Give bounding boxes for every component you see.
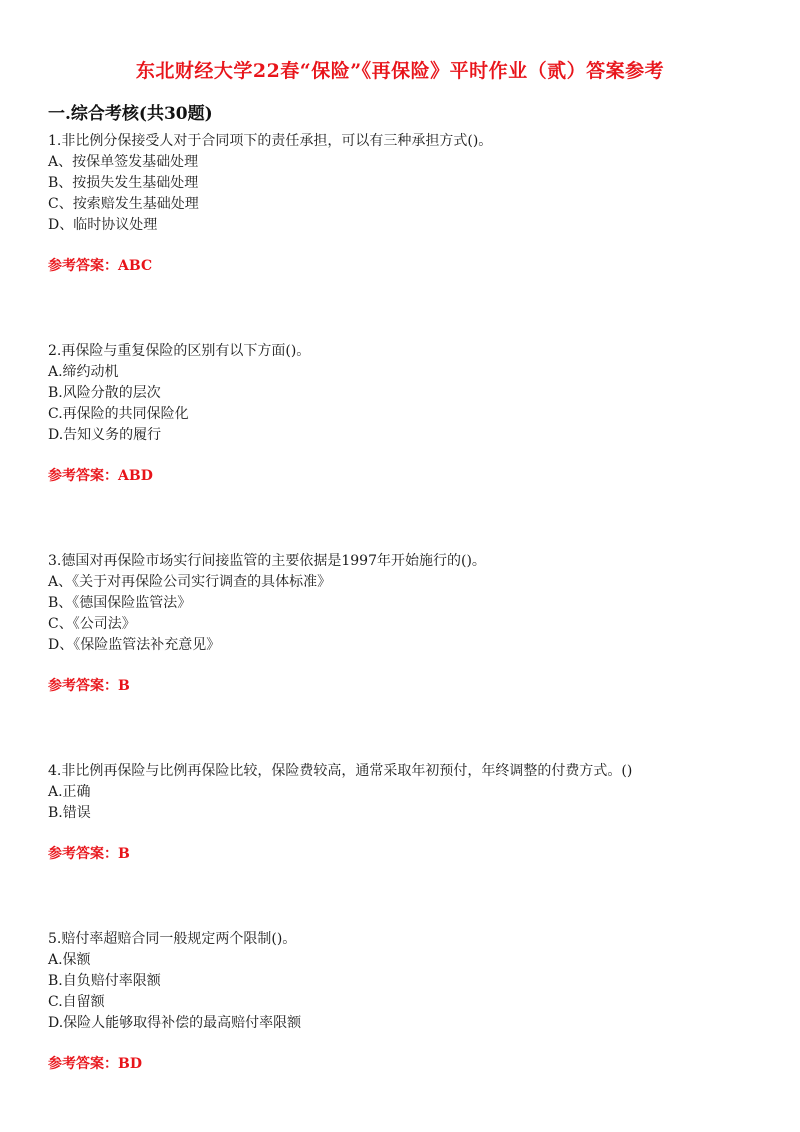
question-stem: 3.德国对再保险市场实行间接监管的主要依据是1997年开始施行的()。 <box>48 553 486 569</box>
document-title: 东北财经大学22春“保险”《再保险》平时作业（贰）答案参考 <box>135 60 665 82</box>
answer-label: 参考答案： <box>48 258 118 274</box>
section-heading: 一.综合考核(共30题) <box>48 104 213 124</box>
question-stem: 1.非比例分保接受人对于合同项下的责任承担，可以有三种承担方式()。 <box>48 133 493 149</box>
answer-line <box>48 466 768 487</box>
question-stem: 4.非比例再保险与比例再保险比较，保险费较高，通常采取年初预付，年终调整的付费方式。() <box>48 763 633 779</box>
answer-value: BD <box>118 1056 142 1072</box>
question-5 <box>48 929 768 1075</box>
answer-value: ABC <box>118 258 153 274</box>
question-option-b: B、按损失发生基础处理 <box>48 175 199 191</box>
question-option-a: A.正确 <box>48 784 91 800</box>
question-option-a: A.缔约动机 <box>48 364 119 380</box>
question-option-d: D、临时协议处理 <box>48 217 158 233</box>
question-4 <box>48 761 768 865</box>
answer-line <box>48 676 768 697</box>
question-option-c: C.再保险的共同保险化 <box>48 406 189 422</box>
answer-value: B <box>118 678 130 694</box>
answer-label: 参考答案： <box>48 678 118 694</box>
question-option-b: B.错误 <box>48 805 91 821</box>
answer-value: B <box>118 846 130 862</box>
question-option-d: D.保险人能够取得补偿的最高赔付率限额 <box>48 1015 302 1031</box>
question-option-c: C、《公司法》 <box>48 616 136 632</box>
question-1 <box>48 131 768 277</box>
answer-label: 参考答案： <box>48 846 118 862</box>
question-3 <box>48 551 768 697</box>
question-stem: 2.再保险与重复保险的区别有以下方面()。 <box>48 343 311 359</box>
answer-label: 参考答案： <box>48 1056 118 1072</box>
question-option-d: D.告知义务的履行 <box>48 427 162 443</box>
answer-line <box>48 1054 768 1075</box>
question-option-a: A.保额 <box>48 952 91 968</box>
question-option-b: B.风险分散的层次 <box>48 385 161 401</box>
question-option-d: D、《保险监管法补充意见》 <box>48 637 221 653</box>
answer-value: ABD <box>118 468 153 484</box>
answer-line <box>48 844 768 865</box>
answer-label: 参考答案： <box>48 468 118 484</box>
question-stem: 5.赔付率超赔合同一般规定两个限制()。 <box>48 931 297 947</box>
question-option-a: A、按保单签发基础处理 <box>48 154 199 170</box>
question-option-a: A、《关于对再保险公司实行调查的具体标准》 <box>48 574 332 590</box>
answer-line <box>48 256 768 277</box>
question-option-b: B.自负赔付率限额 <box>48 973 161 989</box>
question-option-b: B、《德国保险监管法》 <box>48 595 192 611</box>
question-2 <box>48 341 768 487</box>
question-option-c: C、按索赔发生基础处理 <box>48 196 199 212</box>
question-option-c: C.自留额 <box>48 994 105 1010</box>
